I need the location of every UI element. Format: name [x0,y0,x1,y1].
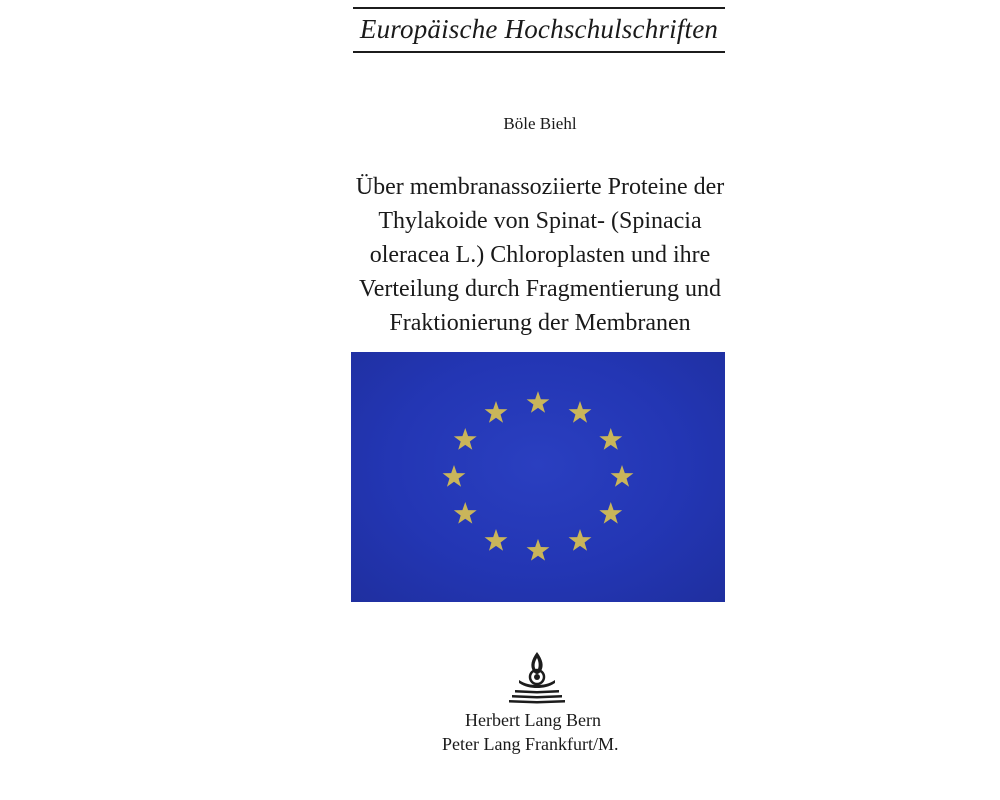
star-icon [454,502,477,524]
series-rule-bottom [353,51,725,53]
publisher-imprint [420,708,660,756]
publisher-logo-icon [503,650,571,706]
book-title-line: Fraktionierung der Membranen [389,310,691,336]
book-title [300,170,780,340]
star-icon [443,465,466,487]
star-icon [611,465,634,487]
eu-flag [351,352,725,602]
series-rule-top [353,7,725,9]
eu-flag-stars [351,352,725,602]
book-title-line: Über membranassoziierte Proteine der [355,174,725,200]
book-title-line: Verteilung durch Fragmentierung und [359,276,721,302]
series-title: Europäische Hochschulschriften [359,14,719,44]
star-icon [485,529,508,551]
star-icon [569,401,592,423]
star-icon [599,428,622,450]
publisher-logo-svg [503,650,571,706]
publisher-line: Peter Lang Frankfurt/M. [442,734,619,754]
publisher-line: Herbert Lang Bern [465,710,601,730]
star-icon [527,391,550,413]
book-title-line: oleracea L.) Chloroplasten und ihre [369,242,711,268]
star-icon [485,401,508,423]
author-name: Böle Biehl [503,114,577,133]
star-icon [569,529,592,551]
star-icon [454,428,477,450]
book-title-line: Thylakoide von Spinat- (Spinacia [378,208,702,234]
star-icon [599,502,622,524]
star-icon [527,539,550,561]
